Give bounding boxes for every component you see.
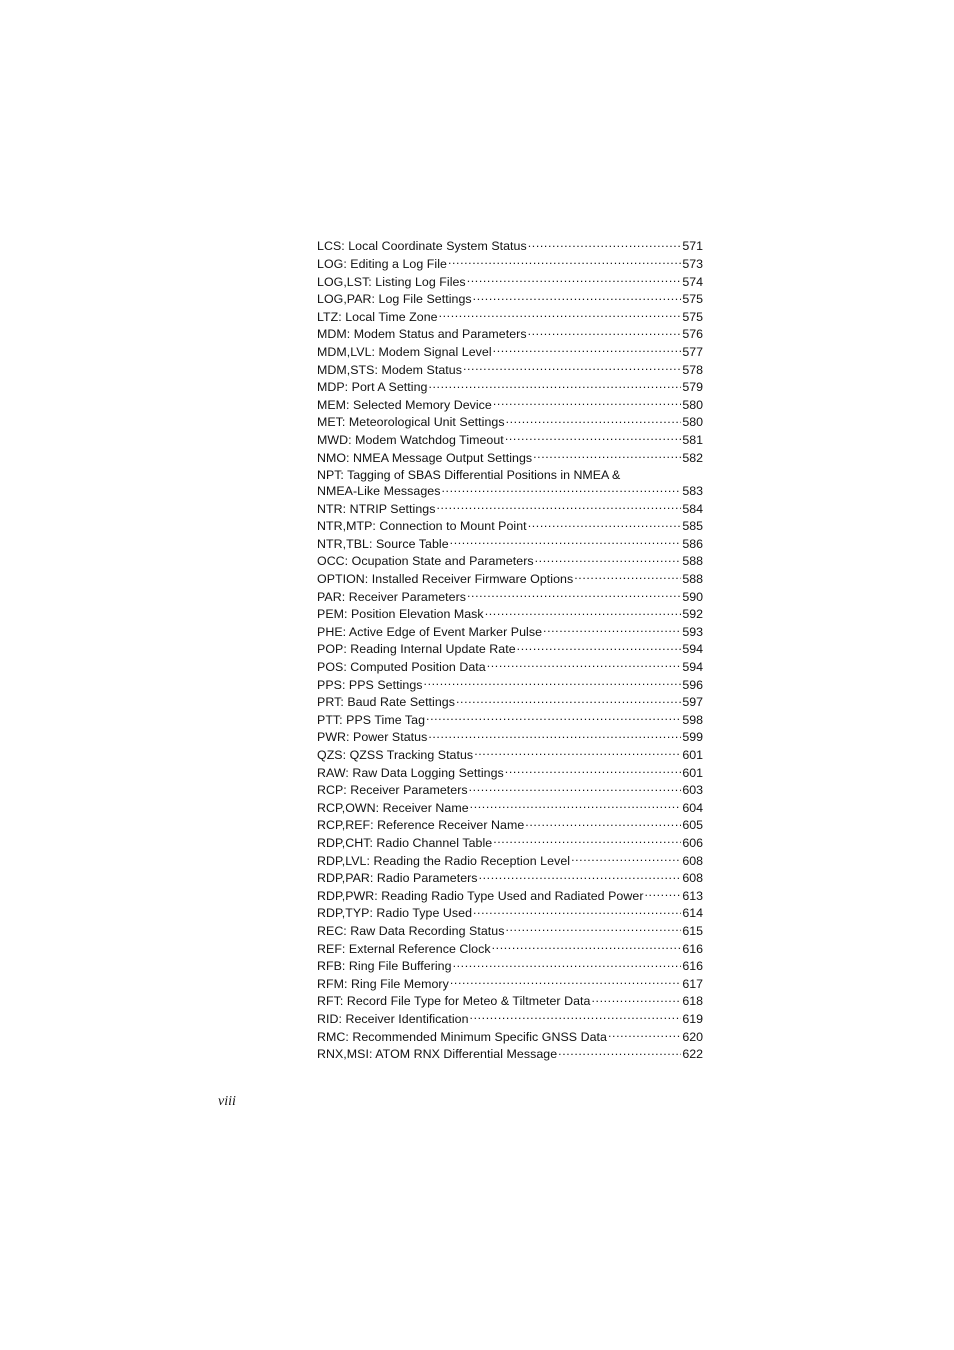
toc-entry-title: POS: Computed Position Data: [317, 660, 486, 675]
toc-entry[interactable]: [317, 940, 703, 958]
toc-entry-title: LOG: Editing a Log File: [317, 256, 447, 271]
toc-dot-leader: [474, 747, 681, 759]
toc-entry-title: PWR: Power Status: [317, 730, 428, 745]
toc-dot-leader: [467, 588, 681, 600]
toc-entry-page-number: 599: [682, 730, 703, 745]
toc-dot-leader: [469, 782, 682, 794]
toc-entry[interactable]: [317, 975, 703, 993]
toc-entry-title: RFB: Ring File Buffering: [317, 959, 452, 974]
toc-dot-leader: [528, 518, 682, 530]
toc-entry-page-number: 592: [682, 607, 703, 622]
toc-dot-leader: [448, 256, 681, 268]
toc-dot-leader: [533, 449, 681, 461]
toc-entry[interactable]: [317, 1046, 703, 1064]
toc-entry-page-number: 613: [682, 888, 703, 903]
table-of-contents: [317, 238, 703, 1063]
toc-entry-title: NMO: NMEA Message Output Settings: [317, 450, 533, 465]
toc-entry-title: PTT: PPS Time Tag: [317, 712, 426, 727]
toc-entry-page-number: 597: [682, 695, 703, 710]
toc-entry-page-number: 577: [682, 344, 703, 359]
toc-entry[interactable]: [317, 641, 703, 659]
toc-dot-leader: [456, 694, 681, 706]
toc-entry-page-number: 614: [682, 906, 703, 921]
toc-entry[interactable]: [317, 1011, 703, 1029]
toc-entry[interactable]: [317, 835, 703, 853]
toc-entry-title: RID: Receiver Identification: [317, 1011, 469, 1026]
toc-entry-page-number: 581: [682, 432, 703, 447]
toc-dot-leader: [493, 835, 681, 847]
toc-entry[interactable]: [317, 326, 703, 344]
toc-entry-title: PHE: Active Edge of Event Marker Pulse: [317, 624, 543, 639]
toc-entry-page-number: 574: [682, 274, 703, 289]
toc-dot-leader: [492, 940, 682, 952]
toc-entry[interactable]: [317, 764, 703, 782]
toc-entry-title: RCP,OWN: Receiver Name: [317, 800, 469, 815]
toc-entry-title: MDM,LVL: Modem Signal Level: [317, 344, 492, 359]
toc-dot-leader: [493, 396, 681, 408]
toc-entry[interactable]: [317, 958, 703, 976]
toc-entry-title: RDP,PWR: Reading Radio Type Used and Radiated Power: [317, 888, 644, 903]
toc-entry-title: OPTION: Installed Receiver Firmware Options: [317, 572, 574, 587]
toc-entry[interactable]: [317, 729, 703, 747]
toc-entry[interactable]: [317, 344, 703, 362]
toc-entry-page-number: 578: [682, 362, 703, 377]
toc-entry-page-number: 617: [682, 976, 703, 991]
toc-entry-page-number: 585: [682, 519, 703, 534]
toc-entry-title: RMC: Recommended Minimum Specific GNSS Data: [317, 1029, 607, 1044]
toc-entry-title: MDP: Port A Setting: [317, 380, 428, 395]
toc-entry-page-number: 594: [682, 642, 703, 657]
toc-entry-title: LTZ: Local Time Zone: [317, 309, 438, 324]
toc-entry[interactable]: [317, 905, 703, 923]
toc-dot-leader: [470, 1011, 682, 1023]
toc-entry-title: RDP,LVL: Reading the Radio Reception Level: [317, 853, 571, 868]
toc-entry[interactable]: [317, 571, 703, 589]
toc-entry-title: MWD: Modem Watchdog Timeout: [317, 432, 504, 447]
toc-dot-leader: [450, 536, 682, 548]
toc-dot-leader: [528, 238, 682, 250]
toc-entry-title: PEM: Position Elevation Mask: [317, 607, 484, 622]
toc-entry-title: POP: Reading Internal Update Rate: [317, 642, 516, 657]
toc-entry-page-number: 598: [682, 712, 703, 727]
toc-entry-title: OCC: Ocupation State and Parameters: [317, 554, 534, 569]
toc-entry-page-number: 601: [682, 765, 703, 780]
toc-entry-page-number: 571: [682, 239, 703, 254]
toc-entry[interactable]: [317, 659, 703, 677]
toc-entry-page-number: 615: [682, 923, 703, 938]
toc-dot-leader: [479, 870, 682, 882]
toc-entry-title: NTR,TBL: Source Table: [317, 536, 449, 551]
toc-dot-leader: [591, 993, 681, 1005]
toc-entry[interactable]: [317, 993, 703, 1011]
toc-dot-leader: [428, 379, 681, 391]
toc-entry-page-number: 603: [682, 783, 703, 798]
toc-dot-leader: [574, 571, 681, 583]
toc-entry[interactable]: [317, 518, 703, 536]
toc-entry[interactable]: [317, 308, 703, 326]
toc-entry-title: REF: External Reference Clock: [317, 941, 491, 956]
toc-entry-title: RFM: Ring File Memory: [317, 976, 449, 991]
toc-entry[interactable]: [317, 361, 703, 379]
toc-entry-page-number: 575: [682, 292, 703, 307]
toc-entry-title: RCP,REF: Reference Receiver Name: [317, 818, 525, 833]
toc-entry-title-line2: [317, 483, 703, 501]
toc-entry-page-number: 594: [682, 660, 703, 675]
toc-entry-page-number: 616: [682, 941, 703, 956]
toc-dot-leader: [506, 414, 682, 426]
toc-dot-leader: [535, 553, 682, 565]
toc-entry-title: LOG,PAR: Log File Settings: [317, 292, 472, 307]
toc-dot-leader: [485, 606, 682, 618]
toc-entry[interactable]: [317, 711, 703, 729]
toc-entry-title: LOG,LST: Listing Log Files: [317, 274, 466, 289]
toc-dot-leader: [493, 344, 682, 356]
page-number-folio: viii: [218, 1094, 236, 1109]
toc-entry-page-number: 588: [682, 554, 703, 569]
toc-entry[interactable]: [317, 676, 703, 694]
toc-entry-title: MET: Meteorological Unit Settings: [317, 415, 505, 430]
toc-entry-page-number: 575: [682, 309, 703, 324]
toc-entry-title: REC: Raw Data Recording Status: [317, 923, 505, 938]
toc-entry-title: RAW: Raw Data Logging Settings: [317, 765, 504, 780]
toc-entry[interactable]: [317, 396, 703, 414]
toc-dot-leader: [473, 905, 681, 917]
toc-entry-page-number: 608: [682, 853, 703, 868]
toc-dot-leader: [463, 361, 681, 373]
toc-entry-title: NTR,MTP: Connection to Mount Point: [317, 519, 527, 534]
toc-dot-leader: [525, 817, 681, 829]
toc-dot-leader: [558, 1046, 681, 1058]
toc-entry-title: RNX,MSI: ATOM RNX Differential Message: [317, 1047, 558, 1062]
toc-entry-title: LCS: Local Coordinate System Status: [317, 239, 527, 254]
toc-entry-page-number: 620: [682, 1029, 703, 1044]
toc-dot-leader: [571, 852, 681, 864]
toc-entry[interactable]: [317, 500, 703, 518]
toc-dot-leader: [439, 308, 682, 320]
toc-entry[interactable]: [317, 273, 703, 291]
toc-entry-page-number: 588: [682, 572, 703, 587]
toc-dot-leader: [450, 975, 681, 987]
toc-entry-title: QZS: QZSS Tracking Status: [317, 748, 474, 763]
toc-dot-leader: [473, 291, 682, 303]
toc-entry-title-line1: NPT: Tagging of SBAS Differential Positions in NMEA &: [317, 467, 621, 482]
toc-entry[interactable]: [317, 432, 703, 450]
toc-entry-page-number: 622: [682, 1047, 703, 1062]
toc-dot-leader: [441, 483, 681, 495]
toc-dot-leader: [543, 623, 681, 635]
toc-entry-title: NMEA-Like Messages: [317, 484, 441, 499]
toc-entry-title: RDP,CHT: Radio Channel Table: [317, 835, 493, 850]
toc-entry-page-number: 576: [682, 327, 703, 342]
toc-entry-title: RDP,TYP: Radio Type Used: [317, 906, 473, 921]
toc-dot-leader: [470, 799, 682, 811]
toc-dot-leader: [505, 923, 681, 935]
toc-dot-leader: [505, 432, 682, 444]
toc-dot-leader: [528, 326, 682, 338]
toc-entry-title: NTR: NTRIP Settings: [317, 501, 436, 516]
toc-entry-page-number: 604: [682, 800, 703, 815]
toc-entry-page-number: 619: [682, 1011, 703, 1026]
toc-dot-leader: [467, 273, 682, 285]
toc-dot-leader: [424, 676, 682, 688]
toc-entry[interactable]: [317, 747, 703, 765]
toc-entry-page-number: 605: [682, 818, 703, 833]
toc-entry-page-number: 586: [682, 536, 703, 551]
toc-dot-leader: [453, 958, 682, 970]
toc-entry-title: RDP,PAR: Radio Parameters: [317, 871, 478, 886]
toc-entry[interactable]: [317, 623, 703, 641]
toc-entry[interactable]: [317, 887, 703, 905]
toc-entry[interactable]: [317, 449, 703, 467]
toc-entry-title: MEM: Selected Memory Device: [317, 397, 492, 412]
toc-entry-page-number: 616: [682, 959, 703, 974]
toc-dot-leader: [428, 729, 681, 741]
toc-entry-page-number: 582: [682, 450, 703, 465]
toc-entry[interactable]: [317, 923, 703, 941]
toc-entry-page-number: 584: [682, 501, 703, 516]
toc-entry-page-number: 601: [682, 748, 703, 763]
toc-entry[interactable]: [317, 870, 703, 888]
toc-entry[interactable]: [317, 852, 703, 870]
toc-entry[interactable]: [317, 256, 703, 274]
toc-dot-leader: [505, 764, 682, 776]
toc-entry-page-number: 606: [682, 835, 703, 850]
toc-entry[interactable]: [317, 379, 703, 397]
toc-entry[interactable]: [317, 588, 703, 606]
toc-entry-page-number: 579: [682, 380, 703, 395]
toc-dot-leader: [517, 641, 682, 653]
toc-entry[interactable]: [317, 414, 703, 432]
toc-entry[interactable]: [317, 782, 703, 800]
toc-entry-page-number: 593: [682, 624, 703, 639]
toc-entry-title: PPS: PPS Settings: [317, 677, 423, 692]
toc-entry[interactable]: [317, 1028, 703, 1046]
toc-dot-leader: [645, 887, 682, 899]
toc-entry-title: RCP: Receiver Parameters: [317, 783, 468, 798]
toc-entry[interactable]: [317, 467, 703, 501]
toc-entry-title: MDM: Modem Status and Parameters: [317, 327, 527, 342]
toc-entry-title: MDM,STS: Modem Status: [317, 362, 462, 377]
toc-dot-leader: [608, 1028, 681, 1040]
toc-entry-page-number: 573: [682, 256, 703, 271]
toc-entry-page-number: 608: [682, 871, 703, 886]
toc-entry-page-number: 618: [682, 994, 703, 1009]
toc-entry[interactable]: [317, 606, 703, 624]
toc-dot-leader: [426, 711, 681, 723]
toc-entry-page-number: 590: [682, 589, 703, 604]
toc-dot-leader: [487, 659, 682, 671]
toc-entry-title: PAR: Receiver Parameters: [317, 589, 467, 604]
toc-entry-title: PRT: Baud Rate Settings: [317, 695, 455, 710]
toc-entry[interactable]: [317, 553, 703, 571]
toc-entry[interactable]: [317, 238, 703, 256]
toc-entry-page-number: 583: [682, 484, 703, 499]
toc-dot-leader: [436, 500, 681, 512]
toc-entry-page-number: 580: [682, 415, 703, 430]
toc-entry[interactable]: [317, 694, 703, 712]
toc-entry[interactable]: [317, 799, 703, 817]
toc-entry-page-number: 596: [682, 677, 703, 692]
toc-entry[interactable]: [317, 817, 703, 835]
toc-entry[interactable]: [317, 291, 703, 309]
toc-entry-title: RFT: Record File Type for Meteo & Tiltmeter Data: [317, 994, 591, 1009]
toc-entry[interactable]: [317, 536, 703, 554]
toc-entry-page-number: 580: [682, 397, 703, 412]
